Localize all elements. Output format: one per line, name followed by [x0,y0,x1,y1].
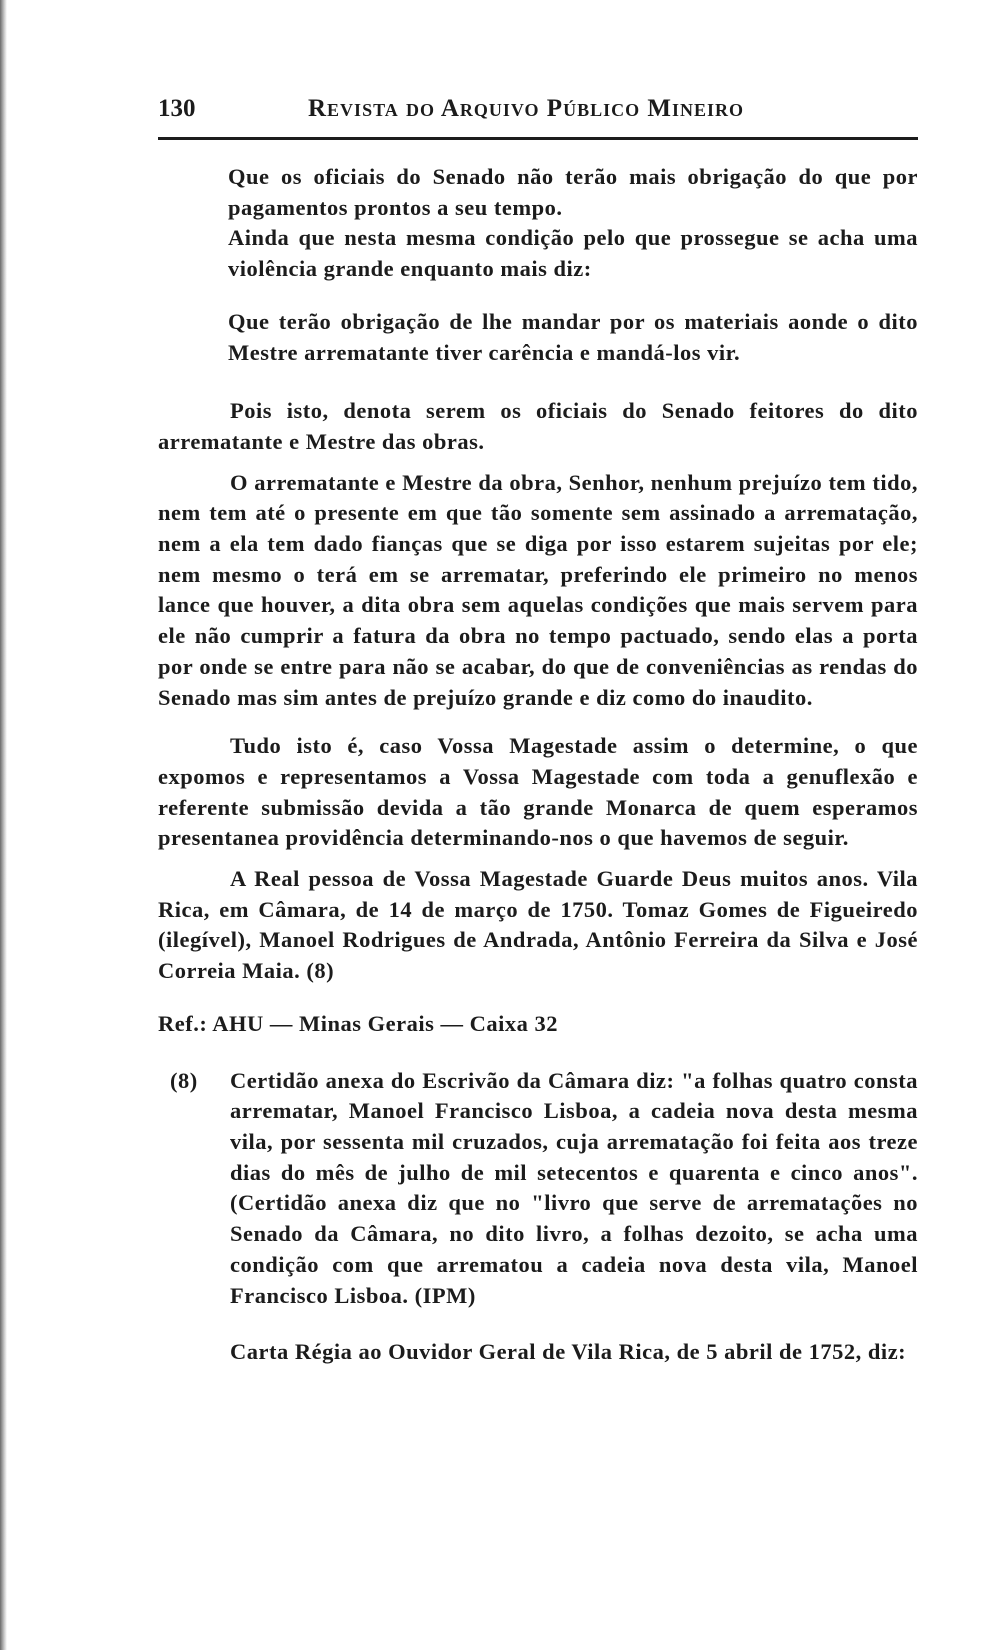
paragraph: Pois isto, denota serem os oficiais do Senado feitores do dito arrematante e Mestre das obras. [158,398,918,454]
quote-paragraph: Que terão obrigação de lhe mandar por os materiais aonde o dito Mestre arrematante tiver carência e mandá-los vir. [228,308,918,365]
running-header [158,95,918,131]
footnote-marker: (8) [170,1067,198,1093]
paragraph: O arrematante e Mestre da obra, Senhor, nenhum prejuízo tem tido, nem tem até o presente em que tão somente sem assinado a arrematação, nem a ela tem dado fianças que se diga por isso estarem sujeitas por ele; nem mesmo o terá em se arrematar, preferindo ele primeiro no menos lance que houver, a dita obra sem aquelas condições que mais servem para ele não cumprir a fatura da obra no tempo pactuado, sendo elas a porta por onde se entre para não se acabar, do que de conveniências as rendas do Senado mas sim antes de prejuízo grande e diz como do inaudito. [158,469,918,710]
journal-title: Revista do Arquivo Público Mineiro [308,95,744,122]
footnote [158,1066,918,1312]
archive-reference: Ref.: AHU — Minas Gerais — Caixa 32 [158,1010,558,1036]
footnote-text: Certidão anexa do Escrivão da Câmara diz: "a folhas quatro consta arrematar, Manoel Francisco Lisboa, a cadeia nova desta mesma vila, por sessenta mil cruzados, cuja arrematação foi feita aos treze dias do mês de julho de mil setecentos e quarenta e cinco anos". (Certidão anexa diz que no "livro que serve de arrematações no Senado da Câmara, no dito livro, a folhas dezoito, se acha uma condição com que arrematou a cadeia nova desta vila, Manoel Francisco Lisboa. (IPM) [230,1067,918,1308]
paragraph: Ainda que nesta mesma condição pelo que prossegue se acha uma violência grande enquanto mais diz: [228,225,918,282]
body-text [158,162,918,1368]
quote-paragraph: Que os oficiais do Senado não terão mais obrigação do que por pagamentos prontos a seu tempo. [228,164,918,220]
page-number: 130 [158,95,196,122]
book-binding-edge [0,0,7,1650]
signature-paragraph: A Real pessoa de Vossa Magestade Guarde Deus muitos anos. Vila Rica, em Câmara, de 14 de março de 1750. Tomaz Gomes de Figueiredo (ilegível), Manoel Rodrigues de Andrada, Antônio Ferreira da Silva e José Correia Maia. (8) [158,866,918,984]
header-rule [158,137,918,140]
closing-paragraph: Carta Régia ao Ouvidor Geral de Vila Rica, de 5 abril de 1752, diz: [230,1339,907,1365]
paragraph: Tudo isto é, caso Vossa Magestade assim o determine, o que expomos e representamos a Vossa Magestade com toda a genuflexão e referente submissão devida a tão grande Monarca de quem esperamos presentanea providência determinando-nos o que havemos de seguir. [158,733,918,851]
document-page [158,95,918,1368]
